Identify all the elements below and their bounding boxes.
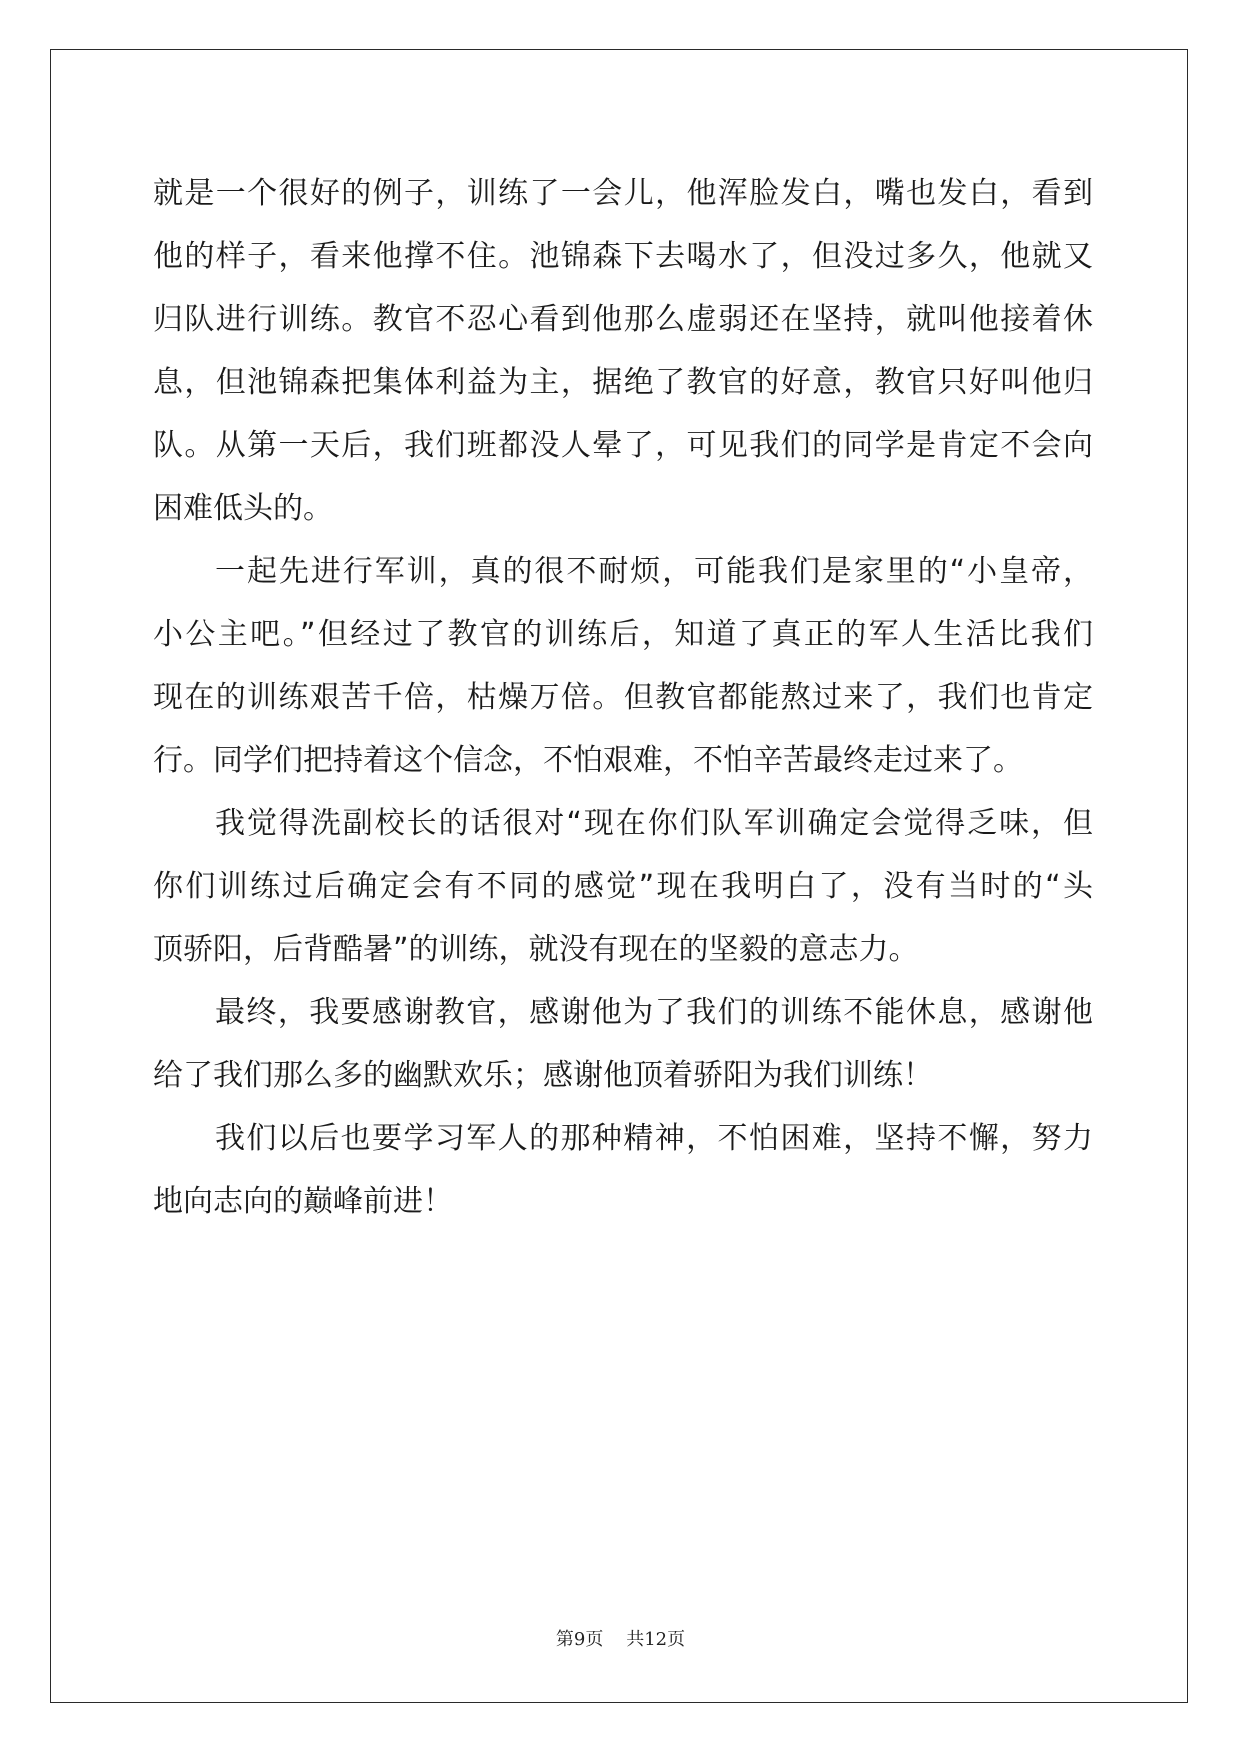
text-line: 归队进行训练。教官不忍心看到他那么虚弱还在坚持，就叫他接着休: [153, 302, 1093, 337]
text-line: 你们训练过后确定会有不同的感觉”现在我明白了，没有当时的“头: [153, 869, 1093, 904]
text-line: 地向志向的巅峰前进！: [153, 1184, 453, 1219]
document-body: [153, 162, 1093, 1233]
total-pages: 共12页: [626, 1629, 686, 1650]
text-line: 他的样子，看来他撑不住。池锦森下去喝水了，但没过多久，他就又: [153, 239, 1093, 274]
page-number: 第9页: [555, 1629, 604, 1650]
page-footer: [0, 1625, 1241, 1651]
text-line: 现在的训练艰苦千倍，枯燥万倍。但教官都能熬过来了，我们也肯定: [153, 680, 1093, 715]
paragraph-first-line: 一起先进行军训，真的很不耐烦，可能我们是家里的“小皇帝，: [215, 554, 1093, 589]
text-line: 顶骄阳，后背酷暑”的训练，就没有现在的坚毅的意志力。: [153, 932, 919, 967]
paragraph-first-line: 我觉得洗副校长的话很对“现在你们队军训确定会觉得乏味，但: [215, 806, 1093, 841]
text-line: 小公主吧。”但经过了教官的训练后，知道了真正的军人生活比我们: [153, 617, 1093, 652]
paragraph-first-line: 最终，我要感谢教官，感谢他为了我们的训练不能休息，感谢他: [215, 995, 1093, 1030]
text-line: 队。从第一天后，我们班都没人晕了，可见我们的同学是肯定不会向: [153, 428, 1093, 463]
paragraph-first-line: 我们以后也要学习军人的那种精神，不怕困难，坚持不懈，努力: [215, 1121, 1093, 1156]
text-line: 行。同学们把持着这个信念，不怕艰难，不怕辛苦最终走过来了。: [153, 743, 1023, 778]
text-line: 给了我们那么多的幽默欢乐；感谢他顶着骄阳为我们训练！: [153, 1058, 933, 1093]
text-line: 就是一个很好的例子，训练了一会儿，他浑脸发白，嘴也发白，看到: [153, 176, 1093, 211]
text-line: 困难低头的。: [153, 491, 333, 526]
text-line: 息，但池锦森把集体利益为主，据绝了教官的好意，教官只好叫他归: [153, 365, 1093, 400]
